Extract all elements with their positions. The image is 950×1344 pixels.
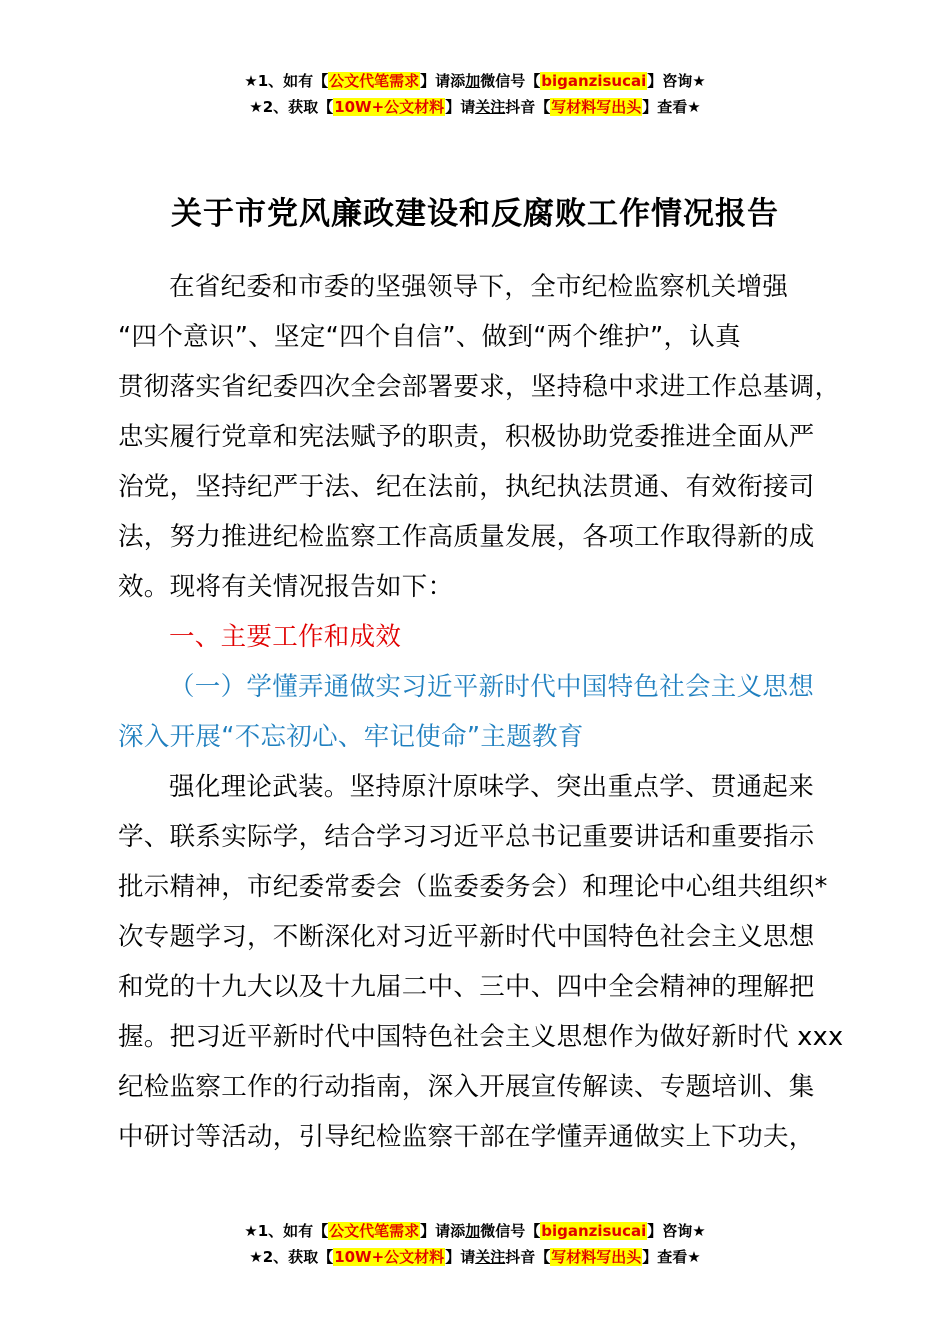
body-line: 中研讨等活动，引导纪检监察干部在学懂弄通做实上下功夫， <box>118 1122 815 1152</box>
subsection-heading: （一）学懂弄通做实习近平新时代中国特色社会主义思想 <box>169 672 815 702</box>
subsection-heading-cont: 深入开展“不忘初心、牢记使命”主题教育 <box>118 722 584 752</box>
banner-highlight: 公文代笔需求 <box>329 1222 420 1240</box>
body-line: 治党，坚持纪严于法、纪在法前，执纪执法贯通、有效衔接司 <box>118 472 815 502</box>
banner-text: 】请添 <box>420 1222 466 1240</box>
banner-underline: 加 <box>465 72 481 90</box>
body-line: 批示精神，市纪委常委会（监委委务会）和理论中心组共组织* <box>118 872 828 902</box>
banner-highlight: 公文代笔需求 <box>329 72 420 90</box>
banner-text: 】请 <box>445 1248 476 1266</box>
banner-line-2 <box>0 94 950 120</box>
body-line: 效。现将有关情况报告如下： <box>118 572 454 602</box>
banner-text: 抖音【 <box>505 98 551 116</box>
banner-highlight: biganzisucai <box>541 1222 647 1240</box>
banner-text: 】请添 <box>420 72 466 90</box>
body-line: 次专题学习，不断深化对习近平新时代中国特色社会主义思想 <box>118 922 815 952</box>
body-line: “四个意识”、坚定“四个自信”、做到“两个维护”，认真 <box>118 322 741 352</box>
banner-text: 抖音【 <box>505 1248 551 1266</box>
body-line: 法，努力推进纪检监察工作高质量发展，各项工作取得新的成 <box>118 522 815 552</box>
banner-text: ★2、获取【 <box>249 98 334 116</box>
banner-underline: 加 <box>465 1222 481 1240</box>
banner-line-2 <box>0 1244 950 1270</box>
body-line: 忠实履行党章和宪法赋予的职责，积极协助党委推进全面从严 <box>118 422 815 452</box>
body-line: 握。把习近平新时代中国特色社会主义思想作为做好新时代 xxx <box>118 1022 844 1052</box>
banner-underline: 关注 <box>475 1248 506 1266</box>
banner-line-1 <box>0 1218 950 1244</box>
body-line: 贯彻落实省纪委四次全会部署要求，坚持稳中求进工作总基调， <box>118 372 841 402</box>
banner-text: 微信号【 <box>480 1222 541 1240</box>
banner-text: 】查看★ <box>642 1248 701 1266</box>
banner-line-1 <box>0 68 950 94</box>
body-line: 纪检监察工作的行动指南，深入开展宣传解读、专题培训、集 <box>118 1072 815 1102</box>
footer-banner <box>0 1218 950 1270</box>
banner-highlight: 写材料写出头 <box>551 1248 642 1266</box>
banner-text: 微信号【 <box>480 72 541 90</box>
banner-underline: 关注 <box>475 98 506 116</box>
banner-text: 】请 <box>445 98 476 116</box>
banner-text: ★1、如有【 <box>244 72 329 90</box>
banner-text: 】查看★ <box>642 98 701 116</box>
banner-text: ★2、获取【 <box>249 1248 334 1266</box>
banner-highlight: 10W+公文材料 <box>334 1248 445 1266</box>
body-line: 强化理论武装。坚持原汁原味学、突出重点学、贯通起来 <box>169 772 815 802</box>
banner-text: 】咨询★ <box>647 1222 706 1240</box>
banner-text: 】咨询★ <box>647 72 706 90</box>
banner-text: ★1、如有【 <box>244 1222 329 1240</box>
body-line: 和党的十九大以及十九届二中、三中、四中全会精神的理解把 <box>118 972 815 1002</box>
body-line: 在省纪委和市委的坚强领导下，全市纪检监察机关增强 <box>169 272 789 302</box>
banner-highlight: 写材料写出头 <box>551 98 642 116</box>
document-body <box>118 262 844 1162</box>
header-banner <box>0 68 950 120</box>
body-line: 学、联系实际学，结合学习习近平总书记重要讲话和重要指示 <box>118 822 815 852</box>
banner-highlight: 10W+公文材料 <box>334 98 445 116</box>
banner-highlight: biganzisucai <box>541 72 647 90</box>
document-title: 关于市党风廉政建设和反腐败工作情况报告 <box>171 196 779 232</box>
section-heading: 一、主要工作和成效 <box>169 622 402 652</box>
